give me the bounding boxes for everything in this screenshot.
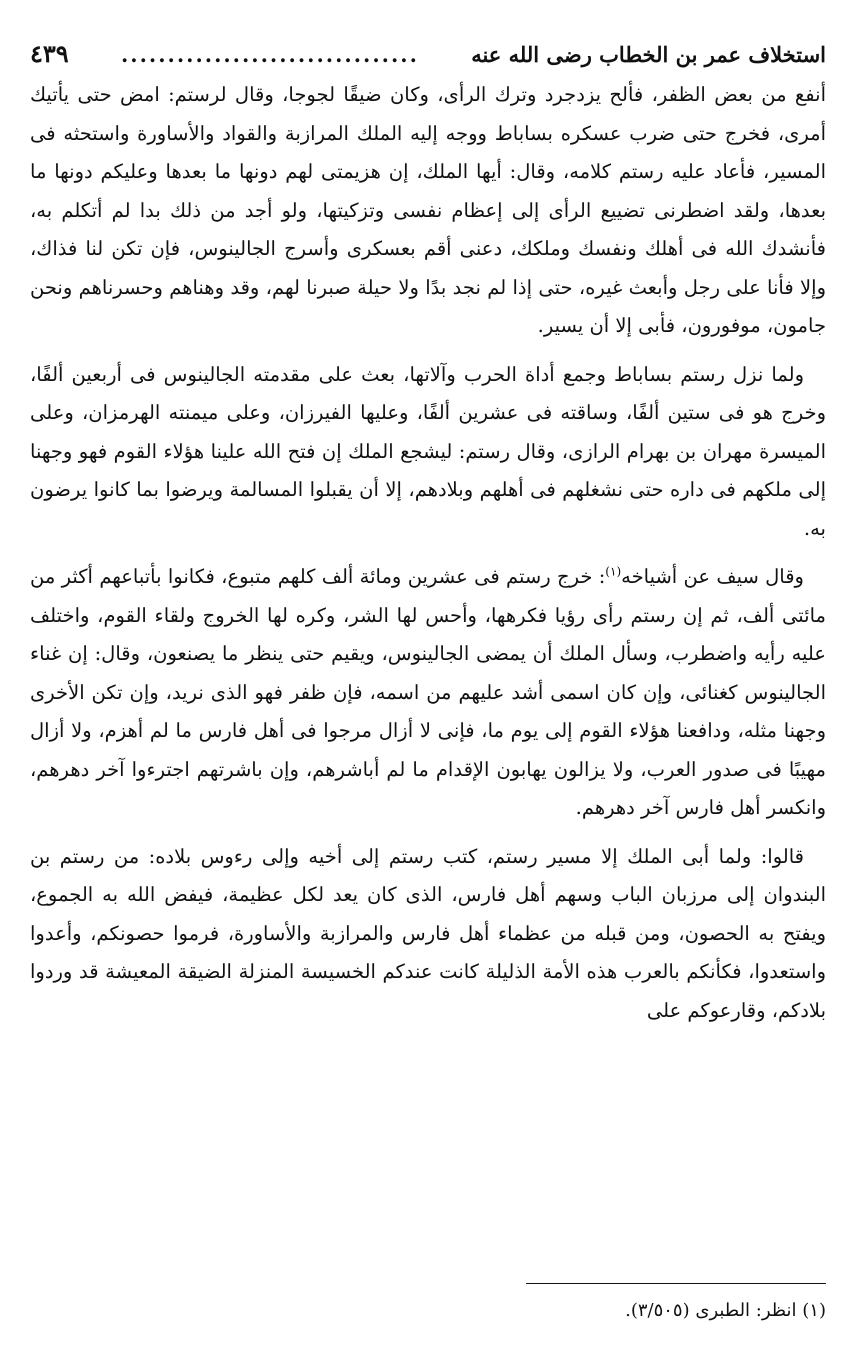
page-number: ٤٣٩ [30,39,69,68]
dot-leader: ................................ [120,42,419,67]
paragraph-3 [30,558,826,828]
footnote: (١) انظر: الطبرى (٣/٥٠٥). [625,1300,826,1321]
paragraph-4: قالوا: ولما أبى الملك إلا مسير رستم، كتب رستم إلى أخيه وإلى رءوس بلاده: من رستم بن البندوان إلى مرزبان الباب وسهم أهل فارس، الذى كان يعد لكل عظيمة، فيفض الله به الجموع، ويفتح به الحصون، ومن قبله من عظماء أهل فارس والمرازبة والأساورة، فرموا حصونكم، وأعدوا واستعدوا، فكأنكم بالعرب هذه الأمة الذليلة كانت عندكم الخسيسة المنزلة الضيقة المعيشة قد وردوا بلادكم، وقارعوكم على [30,844,826,1022]
footnote-divider [526,1283,826,1284]
book-page [30,36,826,1030]
body-text [30,76,826,1030]
paragraph-3-lead: وقال سيف عن أشياخه [621,565,804,588]
paragraph-3-rest: : خرج رستم فى عشرين ومائة ألف كلهم متبوع، فكانوا بأتباعهم أكثر من مائتى ألف، ثم إن رستم رأى رؤيا فكرهها، وأحس لها الشر، وكره لها الخروج ولقاء القوم، واختلف عليه رأيه واضطرب، وسأل الملك أن يمضى الجالينوس، ويقيم حتى ينظر ما يصنعون، وقال: إن غناء الجالينوس كغنائى، وإن كان اسمى أشد عليهم من اسمه، فإن ظفر فهو الذى نريد، وإن تكن الأخرى وجهنا مثله، ودافعنا هؤلاء القوم إلى يوم ما، فإنى لا أزال مرجوا فى أهل فارس ما لم أهزم، ولا أزال مهيبًا فى صدور العرب، ولا يزالون يهابون الإقدام ما لم أباشرهم، وإن باشرتهم اجترءوا آخر دهرهم، وانكسر أهل فارس آخر دهرهم. [30,565,826,819]
footnote-reference[interactable]: (١) [605,564,622,579]
paragraph-1: أنفع من بعض الظفر، فألح يزدجرد وترك الرأى، وكان ضيقًا لجوجا، وقال لرستم: امض حتى يأتيك أمرى، فخرج حتى ضرب عسكره بساباط ووجه إليه الملك المرازبة والقواد والأساورة واستحثه فى المسير، فأعاد عليه رستم كلامه، وقال: أيها الملك، إن هزيمتى لهم دونها ما بعدها وعليكم دونها ما بعدها، ولقد اضطرنى تضييع الرأى إلى إعظام نفسى وتزكيتها، ولو أجد من ذلك بدا لم أتكلم به، فأنشدك الله فى أهلك ونفسك وملكك، دعنى أقم بعسكرى وأسرج الجالينوس، فإن تكن لنا فذاك، وإلا فأنا على رجل وأبعث غيره، حتى إذا لم نجد بدًا ولا حيلة صبرنا لهم، وقد وهناهم وحسرناهم ونحن جامون، موفورون، فأبى إلا أن يسير. [30,83,826,337]
paragraph-2: ولما نزل رستم بساباط وجمع أداة الحرب وآلاتها، بعث على مقدمته الجالينوس فى أربعين ألفًا، وخرج هو فى ستين ألفًا، وساقته فى عشرين ألفًا، وعليها الفيرزان، وعلى ميمنته الهرمزان، وعلى الميسرة مهران بن بهرام الرازى، وقال رستم: ليشجع الملك إن فتح الله علينا هؤلاء القوم فهو وجهنا إلى ملكهم فى داره حتى نشغلهم فى أهلهم وبلادهم، إلا أن يقبلوا المسالمة ويرضوا بما كانوا يرضون به. [30,362,826,540]
running-header [30,36,826,76]
chapter-title: استخلاف عمر بن الخطاب رضى الله عنه [471,42,826,67]
